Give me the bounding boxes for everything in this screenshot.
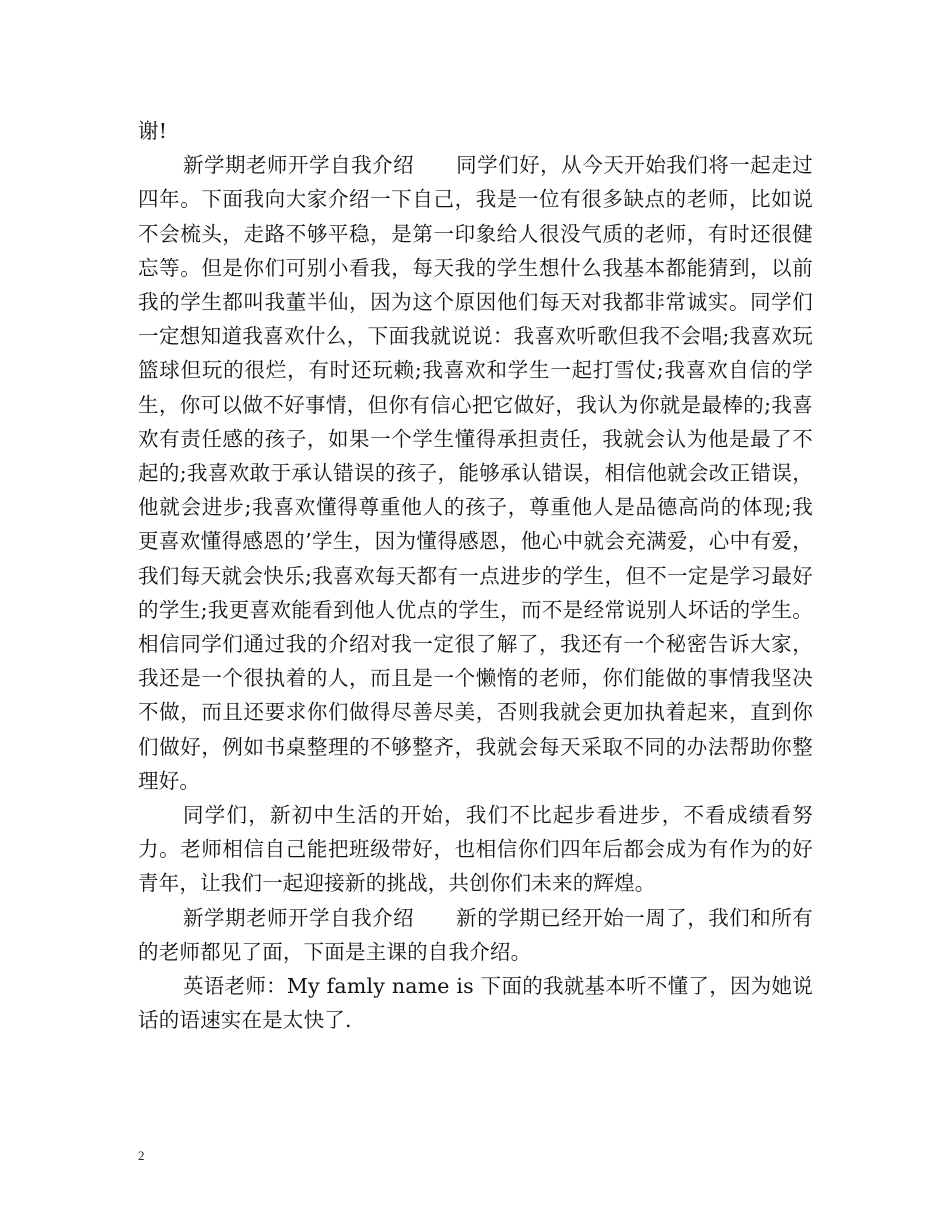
paragraph-english-teacher: 英语老师：My famly name is 下面的我就基本听不懂了，因为她说话的语速实在是太快了. — [138, 974, 813, 1033]
paragraph-closing-thanks: 谢! — [138, 119, 168, 143]
document-body — [138, 114, 813, 1037]
paragraph-teacher-introduction: 新学期老师开学自我介绍 同学们好，从今天开始我们将一起走过四年。下面我向大家介绍一下自己，我是一位有很多缺点的老师，比如说不会梳头，走路不够平稳，是第一印象给人很没气质的老师，有时还很健忘等。但是你们可别小看我，每天我的学生想什么我基本都能猜到，以前我的学生都叫我董半仙，因为这个原因他们每天对我都非常诚实。同学们一定想知道我喜欢什么，下面我就说说：我喜欢听歌但我不会唱;我喜欢玩篮球但玩的很烂，有时还玩赖;我喜欢和学生一起打雪仗;我喜欢自信的学生，你可以做不好事情，但你有信心把它做好，我认为你就是最棒的;我喜欢有责任感的孩子，如果一个学生懂得承担责任，我就会认为他是最了不起的;我喜欢敢于承认错误的孩子，能够承认错误，相信他就会改正错误，他就会进步;我喜欢懂得尊重他人的孩子，尊重他人是品德高尚的体现;我更喜欢懂得感恩的’学生，因为懂得感恩，他心中就会充满爱，心中有爱，我们每天就会快乐;我喜欢每天都有一点进步的学生，但不一定是学习最好的学生;我更喜欢能看到他人优点的学生，而不是经常说别人坏话的学生。相信同学们通过我的介绍对我一定很了解了，我还有一个秘密告诉大家，我还是一个很执着的人，而且是一个懒惰的老师，你们能做的事情我坚决不做，而且还要求你们做得尽善尽美，否则我就会更加执着起来，直到你们做好，例如书桌整理的不够整齐，我就会每天采取不同的办法帮助你整理好。 — [138, 153, 813, 793]
paragraph-new-school-life: 同学们，新初中生活的开始，我们不比起步看进步，不看成绩看努力。老师相信自己能把班级带好，也相信你们四年后都会成为有作为的好青年，让我们一起迎接新的挑战，共创你们未来的辉煌。 — [138, 803, 813, 896]
paragraph-main-course-introduction: 新学期老师开学自我介绍 新的学期已经开始一周了，我们和所有的老师都见了面，下面是主课的自我介绍。 — [138, 905, 813, 964]
page-number: 2 — [138, 1148, 145, 1163]
